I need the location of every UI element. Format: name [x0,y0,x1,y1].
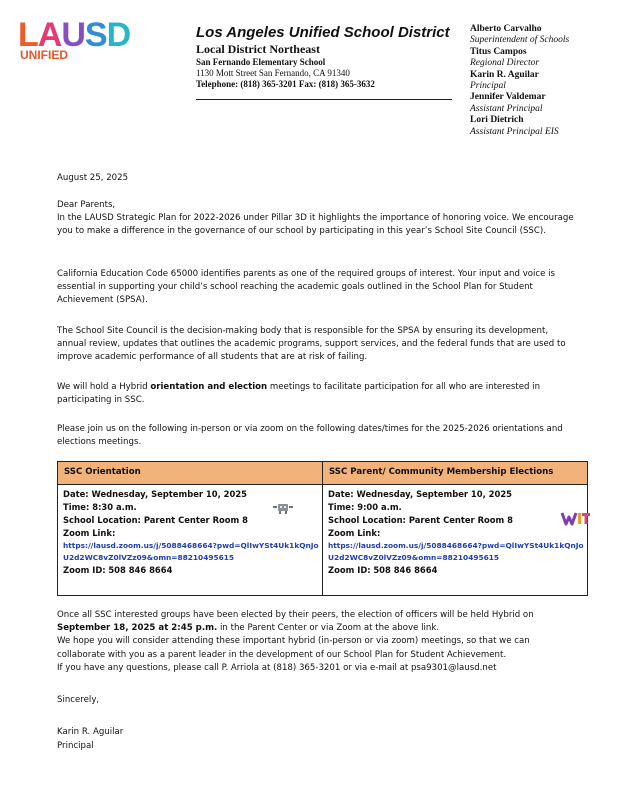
closing: Sincerely, [57,695,100,705]
district-name: Los Angeles Unified School District [196,24,450,41]
robot-clipart-icon [272,501,294,515]
orientation-zoom-link[interactable]: https://lausd.zoom.us/j/5088468664?pwd=QlIwYSt4Uk1kQnJoU2d2WC8vZ0lVZz09&omn=88210495615 [63,541,319,562]
letterhead [196,24,458,90]
school-name: San Fernando Elementary School [196,57,326,67]
paragraph-6-bold: September 18, 2025 at 2:45 p.m. [57,623,218,634]
orientation-header: SSC Orientation [64,467,141,477]
local-district: Local District Northeast [196,42,320,56]
school-phone: Telephone: (818) 365-3201 Fax: (818) 365-3632 [196,79,375,89]
elections-time: Time: 9:00 a.m. [328,502,402,512]
logo-wordmark [18,18,130,52]
staff-name: Alberto Carvalho [470,24,542,34]
staff-name: Lori Dietrich [470,115,524,126]
paragraph-2: California Education Code 65000 identifies parents as one of the required groups of interest. Your input and voice is essential in supporting your child’s school reaching the academic goals outlined in the School Plan for Student Achievement (SPSA). [57,269,556,306]
orientation-time: Time: 8:30 a.m. [63,502,137,512]
orientation-location: School Location: Parent Center Room 8 [63,515,249,525]
paragraph-6-line-3: If you have any questions, please call P. Arriola at (818) 365-3201 or via e-mail at psa9301@lausd.net [57,662,497,673]
staff-title: Superintendent of Schools [470,35,570,46]
elections-zoom-label: Zoom Link: [328,528,381,538]
wit-clipart-icon [560,509,590,527]
paragraph-6-line-2: We hope you will consider attending these important hybrid (in-person or via zoom) meetings, so that we can collaborate with you as a parent leader in the development of our School Plan for Student Achievement. [57,636,530,660]
elections-zoom-id: 508 846 8664 [373,565,438,575]
logo-letter: U [61,16,85,54]
logo-letter: L [18,16,38,54]
header-divider [196,99,452,100]
paragraph-1: In the LAUSD Strategic Plan for 2022-2026 under Pillar 3D it highlights the importance of honoring voice. We encourage you to make a difference in the governance of our school by participating in this year’s School Site Council (SSC). [57,213,574,237]
staff-title: Assistant Principal EIS [470,126,559,137]
table-column-divider [322,462,323,595]
logo-subtitle: UNIFIED [20,48,68,62]
paragraph-3: The School Site Council is the decision-making body that is responsible for the SPSA by ensuring its development, annual review, updates that outlines the academic programs, support services, and the federal funds that are used to improve academic performance of all students that are at risk of failing. [57,326,566,363]
logo-letter: A [37,16,62,54]
orientation-zoom-id-label: Zoom ID: [63,565,106,575]
letter-date: August 25, 2025 [57,173,129,183]
elections-zoom-link[interactable]: https://lausd.zoom.us/j/5088468664?pwd=QlIwYSt4Uk1kQnJoU2d2WC8vZ0lVZz09&omn=88210495615 [328,541,584,562]
orientation-zoom-id: 508 846 8664 [108,565,173,575]
staff-name: Jennifer Valdemar [470,92,546,103]
elections-header: SSC Parent/ Community Membership Elections [329,467,554,477]
elections-cell [328,488,586,577]
logo-letter: S [84,16,107,54]
paragraph-6 [57,609,577,675]
staff-title: Assistant Principal [470,103,543,114]
staff-name: Karin R. Aguilar [470,69,539,80]
logo-letter: D [106,16,131,54]
elections-location: School Location: Parent Center Room 8 [328,515,514,525]
meetings-table [57,461,588,596]
letter-salutation: Dear Parents, [57,200,116,210]
paragraph-4-pre: We will hold a Hybrid [57,382,151,392]
paragraph-6-post: in the Parent Center or via Zoom at the above link. [217,623,440,634]
signer-title: Principal [57,741,94,751]
staff-title: Principal [470,81,506,92]
orientation-date: Date: Wednesday, September 10, 2025 [63,489,247,499]
school-address: 1130 Mott Street San Fernando, CA 91340 [196,68,350,78]
elections-zoom-id-label: Zoom ID: [328,565,371,575]
paragraph-5: Please join us on the following in-person or via zoom on the following dates/times for the 2025-2026 orientations and elections meetings. [57,424,563,448]
paragraph-4-bold: orientation and election [150,382,268,392]
orientation-zoom-label: Zoom Link: [63,528,116,538]
staff-title: Regional Director [470,58,540,69]
signer-name: Karin R. Aguilar [57,727,124,737]
staff-list [470,24,615,138]
lausd-logo [18,18,158,68]
paragraph-4 [57,381,577,407]
paragraph-6-pre: Once all SSC interested groups have been elected by their peers, the election of officers will be held Hybrid on [57,610,534,620]
paragraph-4-post: meetings to facilitate participation for all who are interested in participating in SSC. [57,382,541,406]
elections-date: Date: Wednesday, September 10, 2025 [328,489,512,499]
staff-name: Titus Campos [470,46,527,57]
